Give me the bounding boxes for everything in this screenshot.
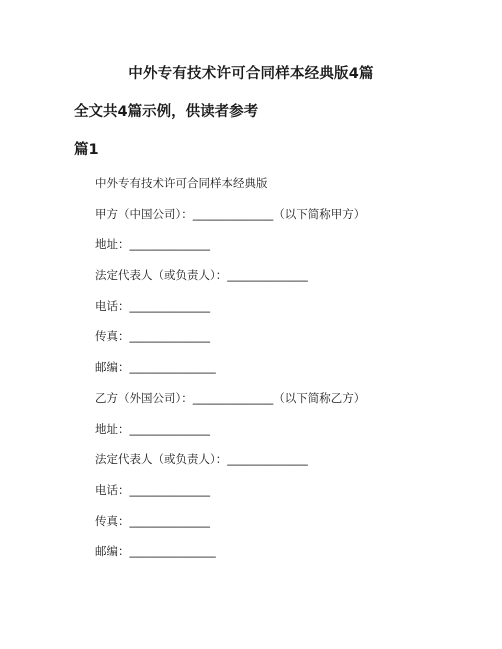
party-a-phone-line: 电话：______________ bbox=[95, 298, 210, 313]
document-title: 中外专有技术许可合同样本经典版4篇 bbox=[128, 66, 374, 82]
document-subtitle: 全文共4篇示例，供读者参考 bbox=[74, 104, 259, 120]
section-heading: 篇1 bbox=[74, 142, 99, 158]
party-a-representative-line: 法定代表人（或负责人）：______________ bbox=[95, 268, 308, 283]
contract-title-line: 中外专有技术许可合同样本经典版 bbox=[95, 176, 268, 190]
party-b-postcode-line: 邮编：_______________ bbox=[95, 544, 216, 559]
party-a-postcode-line: 邮编：_______________ bbox=[95, 360, 216, 375]
party-b-representative-line: 法定代表人（或负责人）：______________ bbox=[95, 452, 308, 467]
party-a-fax-line: 传真：______________ bbox=[95, 329, 210, 344]
party-b-phone-line: 电话：______________ bbox=[95, 482, 210, 497]
party-b-fax-line: 传真：______________ bbox=[95, 513, 210, 528]
contract-lines bbox=[95, 176, 485, 575]
party-a-line: 甲方（中国公司）：______________（以下简称甲方） bbox=[95, 206, 366, 221]
party-b-address-line: 地址：______________ bbox=[95, 421, 210, 436]
party-a-address-line: 地址：______________ bbox=[95, 237, 210, 252]
party-b-line: 乙方（外国公司）：______________（以下简称乙方） bbox=[95, 390, 366, 405]
